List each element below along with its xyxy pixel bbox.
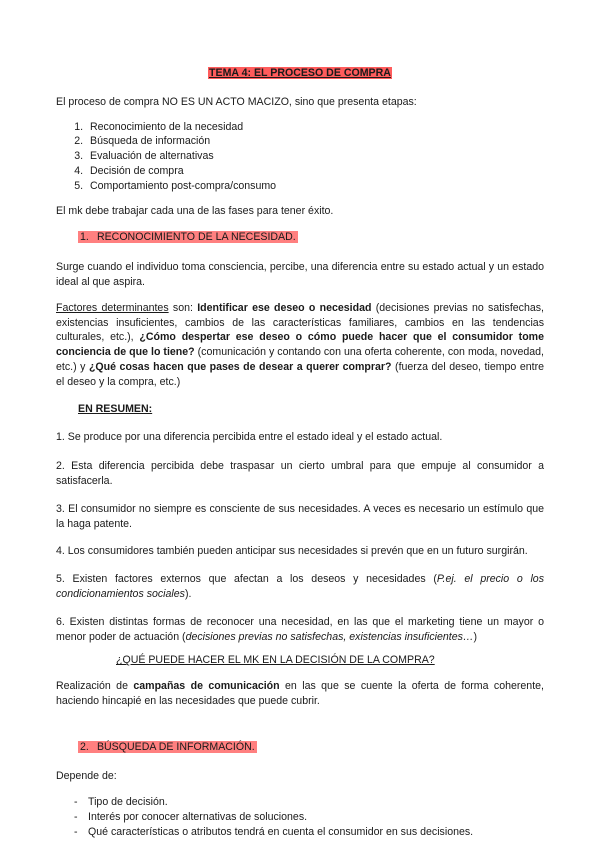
resumen-point-1: 1. Se produce por una diferencia percibida entre el estado ideal y el estado actual. — [56, 431, 443, 444]
steps-list — [56, 120, 544, 194]
document-title: TEMA 4: EL PROCESO DE COMPRA — [209, 67, 391, 79]
section-1-heading: 1. RECONOCIMIENTO DE LA NECESIDAD. — [80, 231, 296, 244]
list-item: - Tipo de decisión. — [74, 795, 544, 810]
depende-label: Depende de: — [56, 769, 117, 782]
list-item: 1. Reconocimiento de la necesidad — [86, 120, 544, 135]
list-item: 2. Búsqueda de información — [86, 134, 544, 149]
resumen-point-4: 4. Los consumidores también pueden anticipar sus necesidades si prevén que en un futuro surgirán. — [56, 545, 528, 558]
list-item: 3. Evaluación de alternativas — [86, 149, 544, 164]
intro-paragraph: El proceso de compra NO ES UN ACTO MACIZO, sino que presenta etapas: — [56, 95, 417, 108]
depende-list — [56, 795, 544, 839]
resumen-heading: EN RESUMEN: — [78, 402, 153, 415]
list-item: 5. Comportamiento post-compra/consumo — [86, 179, 544, 194]
resumen-point-3: 3. El consumidor no siempre es consciente de sus necesidades. A veces es necesario un estímulo que la haga patente. — [56, 502, 544, 530]
list-item: - Qué características o atributos tendrá en cuenta el consumidor en sus decisiones. — [74, 825, 544, 840]
resumen-point-2: 2. Esta diferencia percibida debe traspasar un cierto umbral para que empuje al consumidor a satisfacerla. — [56, 460, 544, 487]
s1-paragraph-1: Surge cuando el individuo toma consciencia, percibe, una diferencia entre su estado actual y un estado ideal al que aspira. — [56, 261, 544, 288]
mk-question-heading: ¿QUÉ PUEDE HACER EL MK EN LA DECISIÓN DE LA COMPRA? — [116, 654, 435, 667]
section-2-heading: 2. BÚSQUEDA DE INFORMACIÓN. — [80, 740, 255, 753]
resumen-point-6: 6. Existen distintas formas de reconocer una necesidad, en las que el marketing tiene un mayor o menor poder de actuación (decisiones previas no satisfechas, existencias insuficientes…) — [56, 615, 544, 643]
mk-note: El mk debe trabajar cada una de las fases para tener éxito. — [56, 204, 334, 217]
mk-action-paragraph: Realización de campañas de comunicación en las que se cuente la oferta de forma coherente, haciendo hincapié en las necesidades que puede cubrir. — [56, 680, 544, 707]
list-item: - Interés por conocer alternativas de soluciones. — [74, 810, 544, 825]
list-item: 4. Decisión de compra — [86, 164, 544, 179]
s1-paragraph-2: Factores determinantes son: Identificar ese deseo o necesidad (decisiones previas no satisfechas, existencias insuficientes, cambios de las características familiares, cambios en las tendencias culturales, etc.), ¿Cómo despertar ese deseo o cómo puede hacer que el consumidor tome conciencia de que lo tiene? (comunicación y contando con una oferta coherente, con moda, novedad, etc.) y ¿Qué cosas hacen que pases de desear a querer comprar? (fuerza del deseo, tiempo entre el deseo y la compra, etc.) — [56, 301, 544, 388]
resumen-point-5: 5. Existen factores externos que afectan a los deseos y necesidades (P.ej. el precio o los condicionamientos sociales). — [56, 573, 544, 600]
